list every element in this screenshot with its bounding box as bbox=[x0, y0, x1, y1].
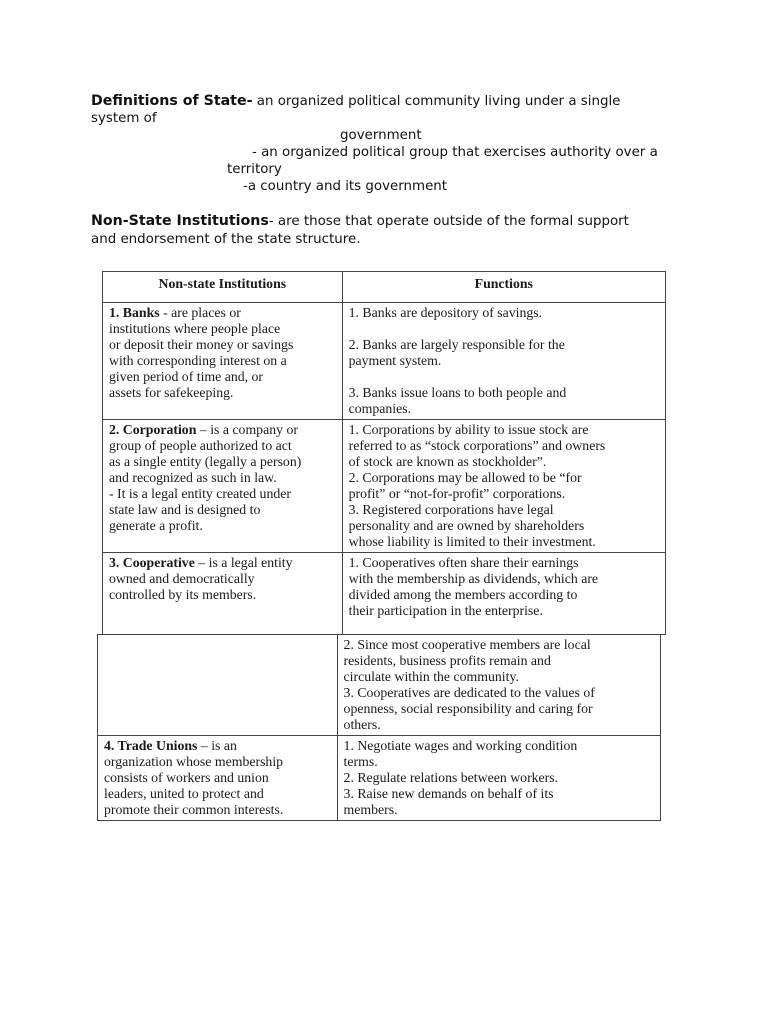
banks-function-2: 2. Banks are largely responsible for the bbox=[348, 337, 565, 352]
banks-def-line: assets for safekeeping. bbox=[109, 385, 234, 400]
definition-3-text: -a country and its government bbox=[243, 179, 448, 194]
cooperative-functions bbox=[342, 553, 665, 635]
banks-def-line: given period of time and, or bbox=[109, 369, 264, 384]
corporation-definition bbox=[103, 420, 343, 553]
banks-function-3: 3. Banks issue loans to both people and bbox=[348, 385, 567, 400]
cooperative-functions-cont bbox=[337, 635, 660, 736]
banks-definition bbox=[103, 303, 343, 420]
cooperative-function-line: circulate within the community. bbox=[343, 669, 519, 684]
corporation-function-line: whose liability is limited to their investment. bbox=[348, 534, 596, 549]
corporation-functions bbox=[342, 420, 665, 553]
header-functions: Functions bbox=[342, 272, 665, 303]
cooperative-definition bbox=[103, 553, 343, 635]
trade-unions-functions bbox=[337, 736, 660, 821]
trade-unions-definition bbox=[98, 736, 338, 821]
cooperative-term: 3. Cooperative bbox=[109, 555, 195, 570]
cooperative-function-line: others. bbox=[343, 717, 381, 732]
cooperative-def-line: – is a legal entity bbox=[198, 555, 293, 570]
cooperative-function-line: openness, social responsibility and caring for bbox=[343, 701, 593, 716]
trade-unions-def-line: promote their common interests. bbox=[104, 802, 284, 817]
non-state-text: - are those that operate outside of the formal support bbox=[268, 214, 629, 229]
definition-2-text: - an organized political group that exercises authority over a bbox=[252, 145, 658, 160]
trade-unions-term: 4. Trade Unions bbox=[104, 738, 198, 753]
banks-functions bbox=[342, 303, 665, 420]
table-row-trade-unions bbox=[98, 736, 661, 821]
corporation-function-line: of stock are known as stockholder”. bbox=[348, 454, 547, 469]
trade-unions-function-line: terms. bbox=[343, 754, 378, 769]
banks-def-line: or deposit their money or savings bbox=[109, 337, 294, 352]
corporation-function-line: referred to as “stock corporations” and owners bbox=[348, 438, 606, 453]
trade-unions-function-line: 1. Negotiate wages and working condition bbox=[343, 738, 578, 753]
institutions-table-continued bbox=[97, 634, 661, 821]
trade-unions-def-line: organization whose membership bbox=[104, 754, 284, 769]
definitions-heading: Definitions of State- bbox=[91, 93, 253, 109]
cooperative-function-line: residents, business profits remain and bbox=[343, 653, 551, 668]
corporation-function-line: 1. Corporations by ability to issue stock are bbox=[348, 422, 589, 437]
corporation-def-line: and recognized as such in law. bbox=[109, 470, 277, 485]
corporation-def-line: – is a company or bbox=[199, 422, 298, 437]
cooperative-def-line: owned and democratically bbox=[109, 571, 255, 586]
cooperative-function-line: 1. Cooperatives often share their earnings bbox=[348, 555, 579, 570]
table-header-row bbox=[103, 272, 666, 303]
banks-function-2-cont: payment system. bbox=[348, 353, 442, 368]
cooperative-function-line: 3. Cooperatives are dedicated to the values of bbox=[343, 685, 595, 700]
corporation-def-line: - It is a legal entity created under bbox=[109, 486, 291, 501]
corporation-def-line: generate a profit. bbox=[109, 518, 203, 533]
banks-term: 1. Banks bbox=[109, 305, 160, 320]
banks-function-1: 1. Banks are depository of savings. bbox=[348, 305, 543, 320]
cooperative-function-line: their participation in the enterprise. bbox=[348, 603, 543, 618]
definition-1-text: an organized political community living under a single bbox=[256, 94, 621, 109]
trade-unions-def-line: – is an bbox=[200, 738, 237, 753]
table-row-cooperative bbox=[103, 553, 666, 635]
trade-unions-def-line: consists of workers and union bbox=[104, 770, 269, 785]
cooperative-definition-empty bbox=[98, 635, 338, 736]
banks-function-3-cont: companies. bbox=[348, 401, 412, 416]
table-row-corporation bbox=[103, 420, 666, 553]
banks-def-line: institutions where people place bbox=[109, 321, 281, 336]
definition-2-cont: territory bbox=[227, 162, 282, 177]
banks-def-line: with corresponding interest on a bbox=[109, 353, 287, 368]
trade-unions-function-line: 2. Regulate relations between workers. bbox=[343, 770, 559, 785]
definitions-line-1 bbox=[91, 93, 620, 110]
table-row-banks bbox=[103, 303, 666, 420]
definition-1-cont2: government bbox=[340, 128, 422, 143]
table-row-cooperative-cont bbox=[98, 635, 661, 736]
corporation-function-line: personality and are owned by shareholders bbox=[348, 518, 585, 533]
corporation-term: 2. Corporation bbox=[109, 422, 197, 437]
cooperative-function-line: with the membership as dividends, which are bbox=[348, 571, 599, 586]
corporation-function-line: 3. Registered corporations have legal bbox=[348, 502, 554, 517]
institutions-table bbox=[102, 271, 666, 635]
banks-def-line: - are places or bbox=[163, 305, 241, 320]
non-state-text-cont: and endorsement of the state structure. bbox=[91, 232, 361, 247]
header-institutions: Non-state Institutions bbox=[103, 272, 343, 303]
cooperative-function-line: 2. Since most cooperative members are local bbox=[343, 637, 591, 652]
corporation-function-line: profit” or “not-for-profit” corporations. bbox=[348, 486, 566, 501]
corporation-def-line: group of people authorized to act bbox=[109, 438, 292, 453]
trade-unions-def-line: leaders, united to protect and bbox=[104, 786, 264, 801]
non-state-line-1 bbox=[91, 213, 629, 230]
cooperative-function-line: divided among the members according to bbox=[348, 587, 578, 602]
trade-unions-function-line: 3. Raise new demands on behalf of its bbox=[343, 786, 554, 801]
corporation-def-line: as a single entity (legally a person) bbox=[109, 454, 302, 469]
corporation-def-line: state law and is designed to bbox=[109, 502, 261, 517]
corporation-function-line: 2. Corporations may be allowed to be “for bbox=[348, 470, 582, 485]
trade-unions-function-line: members. bbox=[343, 802, 398, 817]
cooperative-def-line: controlled by its members. bbox=[109, 587, 257, 602]
definition-1-cont: system of bbox=[91, 111, 157, 126]
non-state-heading: Non-State Institutions bbox=[91, 213, 269, 229]
